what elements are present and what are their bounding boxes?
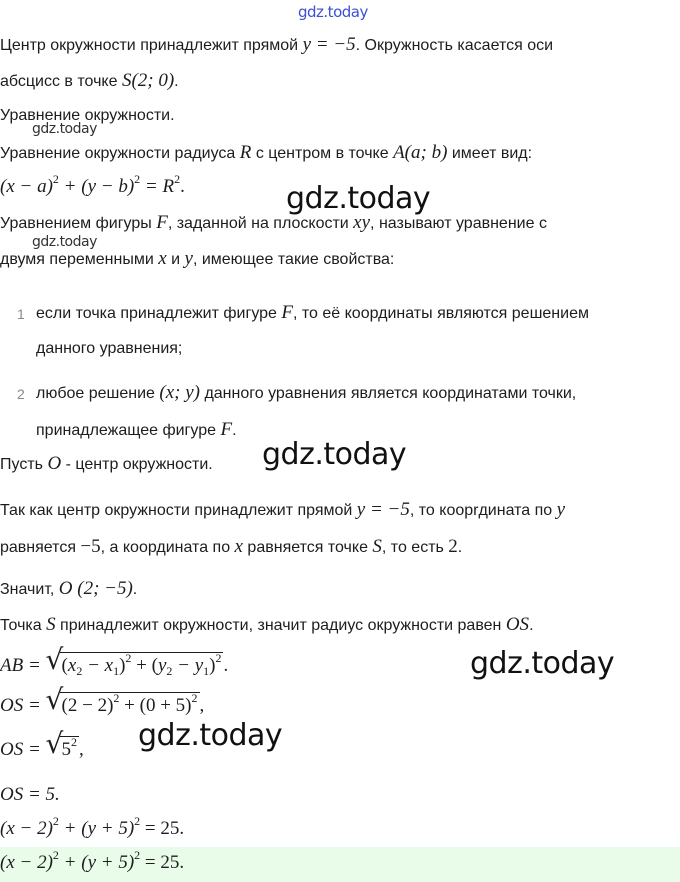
text: данного уравнения является координатами точки, — [200, 385, 577, 402]
text: - центр окружности. — [61, 456, 213, 473]
text: . — [457, 539, 463, 556]
exponent: 2 — [113, 691, 120, 705]
math: = R — [140, 176, 175, 197]
list-item — [36, 302, 589, 324]
sqrt-sign: √ $(x_2 - x_1)^2 + (y_2 - y_1)^2$ — [45, 643, 222, 678]
punct: , — [199, 695, 205, 716]
equation-general — [0, 172, 185, 198]
punct: . — [180, 176, 185, 197]
math-inline: y — [184, 248, 193, 269]
paragraph — [0, 212, 547, 234]
subscript: 1 — [113, 664, 120, 678]
text: Пусть — [0, 456, 48, 473]
text: , имеющее такие свойства: — [192, 251, 395, 268]
text: Уравнением фигуры — [0, 215, 157, 232]
math: y — [157, 655, 167, 676]
math-inline: A(a; b) — [393, 142, 448, 163]
text: , то её координаты являются решением — [293, 305, 589, 322]
problem-statement-line-1 — [0, 34, 553, 56]
exponent: 2 — [174, 172, 181, 186]
text: . — [232, 422, 237, 439]
math-inline: R — [239, 142, 252, 163]
text: Значит, — [0, 581, 59, 598]
equation-os-2 — [0, 727, 84, 761]
text: любое решение — [36, 385, 160, 402]
text: Уравнение окружности радиуса — [0, 145, 240, 162]
text: равняется точке — [242, 539, 373, 556]
math-inline: S — [46, 614, 56, 635]
math-inline: S — [372, 536, 382, 557]
punct: , — [79, 739, 84, 760]
exponent: 2 — [191, 691, 198, 705]
list-item — [36, 382, 576, 404]
math-inline: (x; y) — [159, 382, 200, 403]
text: Точка — [0, 617, 47, 634]
text: принадлежащее фигуре — [36, 422, 221, 439]
exponent: 2 — [52, 172, 59, 186]
problem-statement-line-2 — [0, 70, 179, 92]
math-inline: x — [158, 248, 167, 269]
watermark: gdz.today — [286, 181, 431, 216]
subscript: 1 — [203, 664, 210, 678]
list-number: 2 — [17, 386, 25, 402]
answer-equation — [0, 848, 185, 874]
math-inline: y = −5 — [356, 499, 410, 520]
math: = 25. — [140, 852, 185, 873]
math-inline: 2 — [448, 536, 458, 557]
exponent: 2 — [134, 814, 141, 828]
math-inline: F — [156, 212, 168, 233]
text: абсцисс в точке — [0, 73, 122, 90]
watermark: gdz.today — [470, 646, 615, 681]
equation-os-1 — [0, 683, 205, 717]
math-inline: y = −5 — [302, 34, 356, 55]
text: , то коорrдината по — [409, 502, 557, 519]
text: , а координата по — [100, 539, 235, 556]
math: (x − a) — [0, 176, 53, 197]
paragraph — [0, 614, 534, 636]
equation-final — [0, 814, 185, 840]
watermark: gdz.today — [138, 718, 283, 753]
text: если точка принадлежит фигуре — [36, 305, 282, 322]
text: имеет вид: — [447, 145, 533, 162]
math-inline: −5 — [80, 536, 101, 557]
text: равняется — [0, 539, 81, 556]
math-inline: OS — [505, 614, 530, 635]
text: Центр окружности принадлежит прямой — [0, 37, 303, 54]
exponent: 2 — [134, 848, 141, 862]
exponent: 2 — [71, 735, 78, 749]
math: x — [67, 655, 77, 676]
text: принадлежит окружности, значит радиус окружности равен — [55, 617, 506, 634]
math: (x − 2) — [0, 818, 53, 839]
sqrt-sign: √ $5^2$ — [45, 727, 78, 760]
paragraph — [0, 248, 394, 270]
math: (2 − 2) — [61, 695, 114, 716]
math: + (y + 5) — [58, 852, 135, 873]
math-inline: x — [234, 536, 243, 557]
math-inline: S(2; 0) — [121, 70, 175, 91]
exponent: 2 — [52, 848, 59, 862]
text: , называют уравнение с — [370, 215, 547, 232]
text: , то есть — [381, 539, 449, 556]
section-heading: Уравнение окружности. — [0, 107, 175, 124]
text: Так как центр окружности принадлежит прямой — [0, 502, 357, 519]
math: − y — [172, 655, 204, 676]
math-inline: O (2; −5) — [58, 578, 133, 599]
equation-os-3 — [0, 784, 60, 806]
text: двумя переменными — [0, 251, 159, 268]
math: AB = — [0, 655, 46, 676]
list-item-continued — [36, 419, 237, 441]
text: . — [174, 73, 179, 90]
watermark: gdz.today — [262, 437, 407, 472]
math: 5 — [61, 739, 72, 760]
text: , заданной на плоскости — [167, 215, 354, 232]
exponent: 2 — [134, 172, 141, 186]
paragraph — [0, 536, 462, 558]
equation-distance: AB = √ $(x_2 - x_1)^2 + (y_2 - y_1)^2$ . — [0, 643, 229, 678]
paragraph — [0, 453, 213, 475]
paragraph — [0, 499, 565, 521]
math: − x — [82, 655, 114, 676]
watermark: gdz.today — [32, 234, 97, 250]
math: OS = — [0, 695, 46, 716]
subscript: 2 — [76, 664, 83, 678]
watermark: gdz.today — [32, 121, 97, 137]
math: OS = 5. — [0, 784, 60, 805]
paragraph — [0, 142, 532, 164]
text: . — [132, 581, 138, 598]
math: + (y + 5) — [58, 818, 135, 839]
sqrt-sign: √ $(2 - 2)^2 + (0 + 5)^2$ — [45, 683, 198, 716]
math: + (y − b) — [58, 176, 135, 197]
paragraph — [0, 578, 137, 600]
watermark: gdz.today — [298, 3, 368, 21]
math-inline: F — [281, 302, 293, 323]
math-inline: F — [220, 419, 233, 440]
math-inline: xy — [353, 212, 371, 233]
math: OS = — [0, 739, 46, 760]
math: (x − 2) — [0, 852, 53, 873]
math: + (0 + 5) — [119, 695, 192, 716]
text: . Окружность касается оси — [355, 37, 554, 54]
list-number: 1 — [17, 306, 25, 322]
math-inline: O — [47, 453, 62, 474]
math: = 25. — [140, 818, 185, 839]
text: с центром в точке — [251, 145, 394, 162]
exponent: 2 — [52, 814, 59, 828]
exponent: 2 — [125, 651, 132, 665]
text: и — [166, 251, 185, 268]
text: . — [529, 617, 534, 634]
exponent: 2 — [215, 651, 222, 665]
list-item-continued: данного уравнения; — [36, 340, 183, 357]
subscript: 2 — [166, 664, 173, 678]
math-inline: y — [556, 499, 566, 520]
